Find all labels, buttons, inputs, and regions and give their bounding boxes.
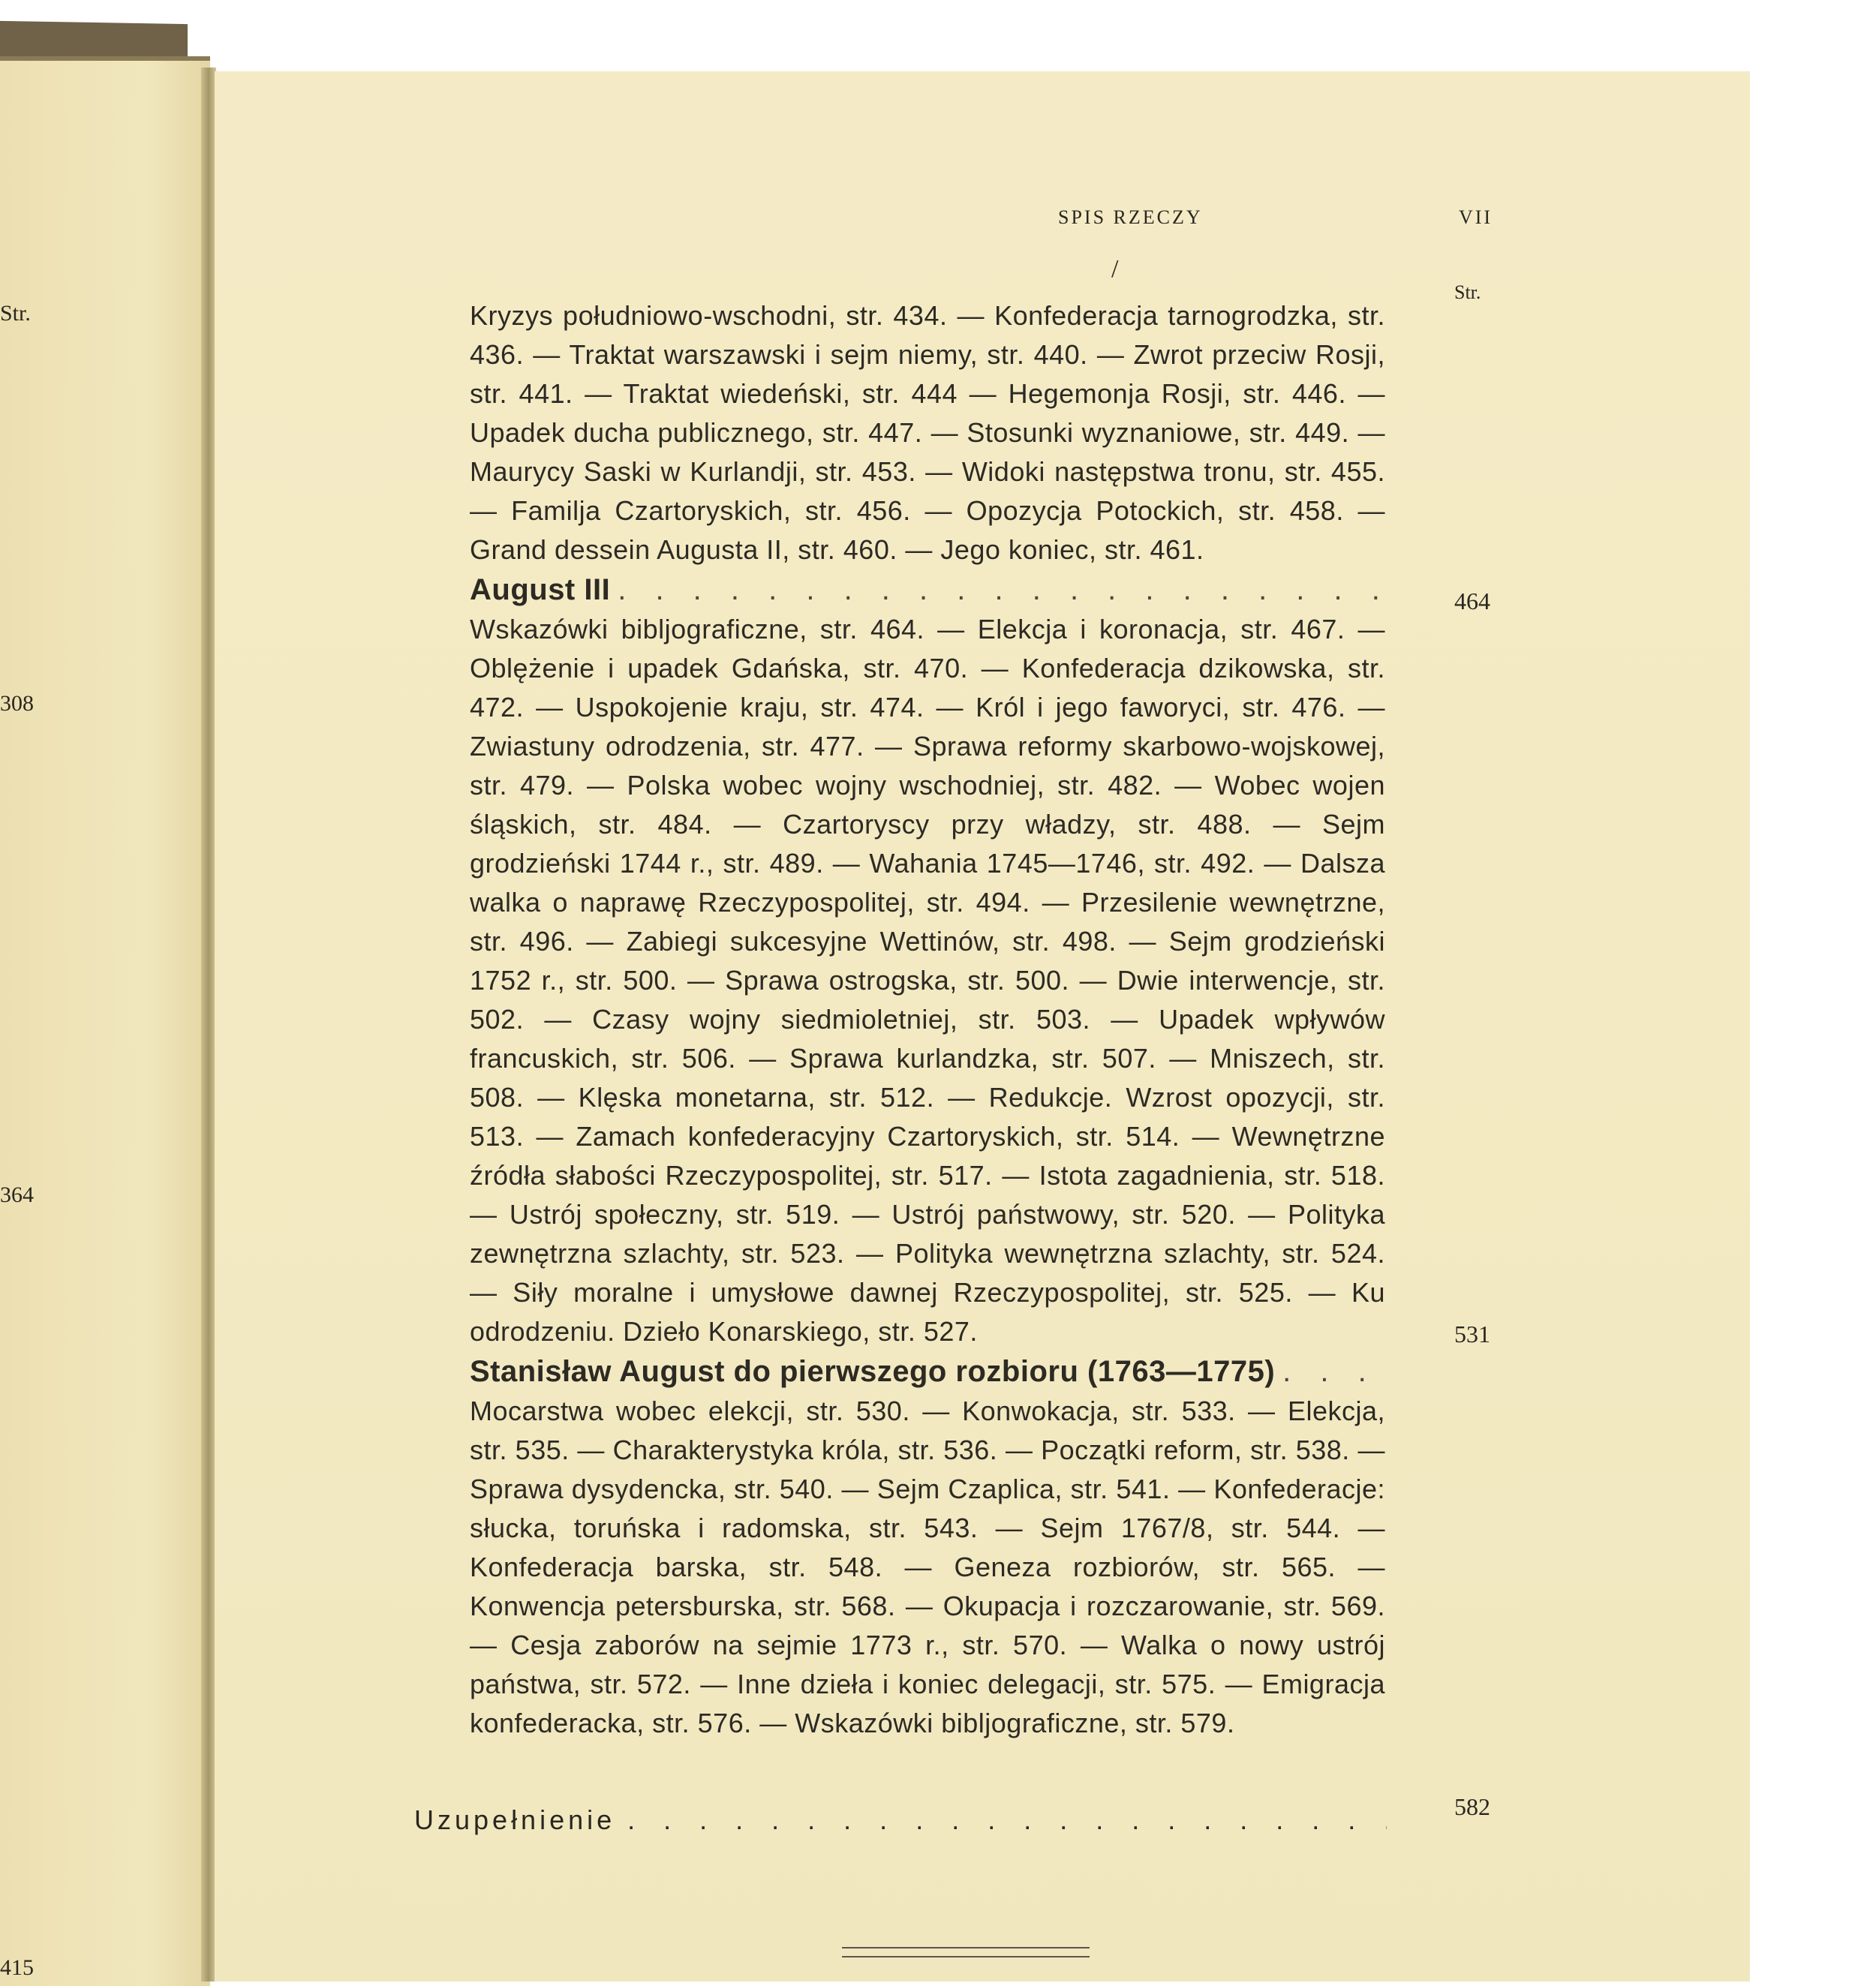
book-page xyxy=(215,71,1750,1981)
leader-dots xyxy=(1282,1351,1385,1392)
book-gutter xyxy=(201,68,216,1981)
table-of-contents xyxy=(470,296,1385,1743)
appendix-page-number: 582 xyxy=(1454,1793,1490,1820)
page-folio: VII xyxy=(1459,206,1493,228)
previous-page-number: 308 xyxy=(0,691,34,716)
running-head-title: SPIS RZECZY xyxy=(1058,206,1203,228)
toc-section-heading xyxy=(470,569,1385,610)
toc-entry-text: Kryzys południowo-wschodni, str. 434. — Konfederacja tarnogrodzka, str. 436. — Traktat warszawski i sejm niemy, str. 440. — Zwrot przeciw Rosji, str. 441. — Traktat wiedeński, str. 444 — Hegemonja Rosji, str. 446. — Upadek ducha publicznego, str. 447. — Stosunki wyznaniowe, str. 449. — Maurycy Saski w Kurlandji, str. 453. — Widoki następstwa tronu, str. 455. — Familja Czartoryskich, str. 456. — Opozycja Potockich, str. 458. — Grand dessein Augusta II, str. 460. — Jego koniec, str. 461. xyxy=(470,300,1385,565)
toc-entry-text: Mocarstwa wobec elekcji, str. 530. — Konwokacja, str. 533. — Elekcja, str. 535. — Charakterystyka króla, str. 536. — Początki reform, str. 538. — Sprawa dysydencka, str. 540. — Sejm Czaplica, str. 541. — Konfederacje: słucka, toruńska i radomska, str. 543. — Sejm 1767/8, str. 544. — Konfederacja barska, str. 548. — Geneza rozbiorów, str. 565. — Konwencja petersburska, str. 568. — Okupacja i rozczarowanie, str. 569. — Cesja zaborów na sejmie 1773 r., str. 570. — Walka o nowy ustrój państwa, str. 572. — Inne dzieła i koniec delegacji, str. 575. — Emigracja konfederacka, str. 576. — Wskazówki bibljograficzne, str. 579. xyxy=(470,1396,1385,1738)
toc-section-title: August III xyxy=(470,573,611,606)
previous-page-number: 415 xyxy=(0,1955,34,1980)
toc-section-title: Stanisław August do pierwszego rozbioru (1763—1775) xyxy=(470,1355,1276,1388)
section-page-number: 531 xyxy=(1454,1320,1490,1348)
toc-appendix xyxy=(414,1804,1387,1836)
previous-page-number: 364 xyxy=(0,1182,34,1207)
section-page-number: 464 xyxy=(1454,587,1490,614)
toc-entry-text: Wskazówki bibljograficzne, str. 464. — Elekcja i koronacja, str. 467. — Oblężenie i upadek Gdańska, str. 470. — Konfederacja dzikowska, str. 472. — Uspokojenie kraju, str. 474. — Król i jego faworyci, str. 476. — Zwiastuny odrodzenia, str. 477. — Sprawa reformy skarbowo-wojskowej, str. 479. — Polska wobec wojny wschodniej, str. 482. — Wobec wojen śląskich, str. 484. — Czartoryscy przy władzy, str. 488. — Sejm grodzieński 1744 r., str. 489. — Wahania 1745—1746, str. 492. — Dalsza walka o naprawę Rzeczypospolitej, str. 494. — Przesilenie wewnętrzne, str. 496. — Zabiegi sukcesyjne Wettinów, str. 498. — Sejm grodzieński 1752 r., str. 500. — Sprawa ostrogska, str. 500. — Dwie interwencje, str. 502. — Czasy wojny siedmioletniej, str. 503. — Upadek wpływów francuskich, str. 506. — Sprawa kurlandzka, str. 507. — Mniszech, str. 508. — Klęska monetarna, str. 512. — Redukcje. Wzrost opozycji, str. 513. — Zamach konfederacyjny Czartoryskich, str. 514. — Wewnętrzne źródła słabości Rzeczypospolitej, str. 517. — Istota zagadnienia, str. 518. — Ustrój społeczny, str. 519. — Ustrój państwowy, str. 520. — Polityka zewnętrzna szlachty, str. 523. — Polityka wewnętrzna szlachty, str. 524. — Siły moralne i umysłowe dawnej Rzeczypospolitej, str. 525. — Ku odrodzeniu. Dzieło Konarskiego, str. 527. xyxy=(470,614,1385,1347)
pencil-mark: / xyxy=(1111,255,1119,283)
appendix-title: Uzupełnienie xyxy=(414,1804,616,1835)
leader-dots xyxy=(618,569,1385,610)
leader-dots xyxy=(627,1804,1387,1836)
previous-page-margin xyxy=(0,56,210,1986)
page-column-label: Str. xyxy=(1454,281,1481,303)
previous-page-str-label: Str. xyxy=(0,301,31,326)
end-double-rule xyxy=(842,1947,1090,1957)
toc-section-heading xyxy=(470,1351,1385,1392)
